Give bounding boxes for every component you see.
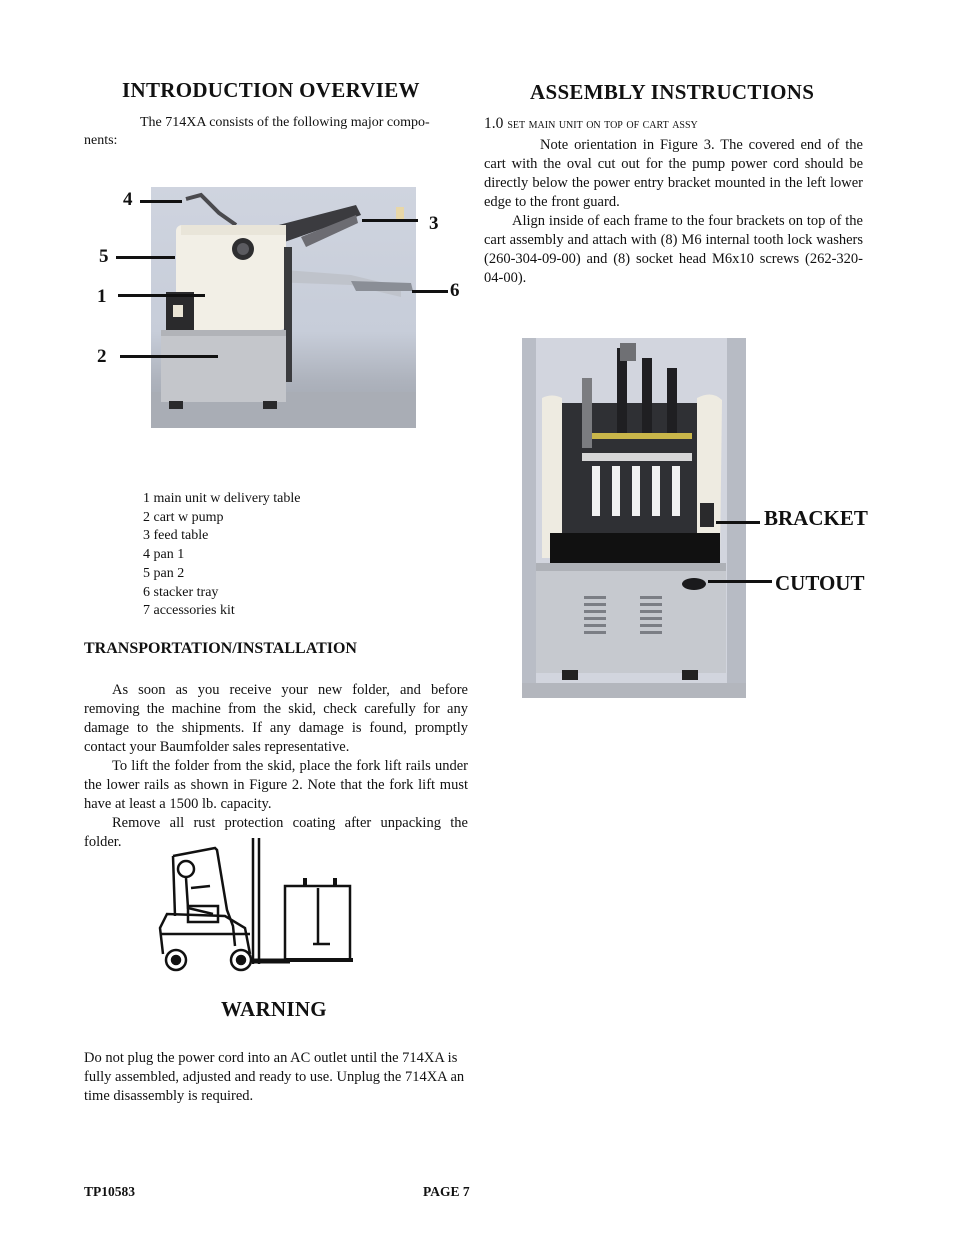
cart-assembly-photo: [522, 338, 746, 698]
step-number: 1.0: [484, 115, 504, 132]
footer-page-number: PAGE 7: [423, 1184, 470, 1199]
transport-paragraph-1: As soon as you receive your new folder, and before removing the machine from the skid, check carefully for any damage to the shipments. If any damage is found, promptly contact your Baumfolder sales representative.: [84, 682, 468, 755]
bracket-leader: [716, 521, 760, 524]
callout-2: 2: [97, 346, 107, 367]
step-paragraph-1: Note orientation in Figure 3. The covered end of the cart with the oval cut out for the pump power cord should be directly below the power entry bracket mounted in the left lower edge to the front guard.: [484, 137, 863, 210]
footer-doc-id: TP10583: [84, 1184, 136, 1199]
list-item: 6 stacker tray: [143, 584, 219, 600]
step-paragraph-2: Align inside of each frame to the four brackets on top of the cart assembly and attach with (8) M6 internal tooth lock washers (260-304-09-00) and (8) socket head M6x10 screws (262-320-04-00).: [484, 213, 863, 286]
cutout-leader: [708, 580, 772, 583]
warning-text: Do not plug the power cord into an AC outlet until the 714XA is fully assembled, adjusted and ready to use. Unplug the 714XA an time disassembly is required.: [84, 1050, 465, 1104]
intro-text-line-1: The 714XA consists of the following major compo-: [140, 115, 430, 130]
forklift-illustration: [155, 836, 355, 974]
intro-title: INTRODUCTION OVERVIEW: [122, 78, 420, 102]
list-item: 5 pan 2: [143, 565, 185, 581]
callout-5: 5: [99, 246, 109, 267]
intro-text-line-2: nents:: [84, 133, 118, 148]
callout-5-leader: [116, 256, 175, 259]
assembly-title: ASSEMBLY INSTRUCTIONS: [530, 80, 815, 104]
warning-title: WARNING: [221, 997, 327, 1021]
callout-1: 1: [97, 286, 107, 307]
step-body: [484, 136, 863, 288]
list-item: 1 main unit w delivery table: [143, 491, 301, 506]
callout-4: 4: [123, 189, 133, 210]
transport-paragraph-2: To lift the folder from the skid, place the fork lift rails under the lower rails as shown in Figure 2. Note that the fork lift must have at least a 1500 lb. capacity.: [84, 758, 468, 812]
callout-4-leader: [140, 200, 182, 203]
cutout-label: CUTOUT: [775, 571, 865, 595]
callout-3: 3: [429, 213, 439, 234]
list-item: 7 accessories kit: [143, 603, 235, 619]
transport-paragraph-3: Remove all rust protection coating after unpacking the folder.: [84, 815, 468, 850]
components-list: [143, 490, 300, 621]
callout-2-leader: [120, 355, 218, 358]
step-heading: [484, 115, 698, 133]
transport-body: [84, 681, 468, 852]
callout-6: 6: [450, 280, 460, 301]
list-item: 2 cart w pump: [143, 509, 224, 525]
callout-6-leader: [412, 290, 448, 293]
callout-3-leader: [362, 219, 418, 222]
callout-1-leader: [118, 294, 205, 297]
transport-title: TRANSPORTATION/INSTALLATION: [84, 640, 357, 657]
machine-photo: [151, 187, 416, 428]
step-title: set main unit on top of cart assy: [507, 117, 698, 132]
bracket-label: BRACKET: [764, 506, 868, 530]
list-item: 4 pan 1: [143, 547, 185, 563]
list-item: 3 feed table: [143, 528, 209, 544]
